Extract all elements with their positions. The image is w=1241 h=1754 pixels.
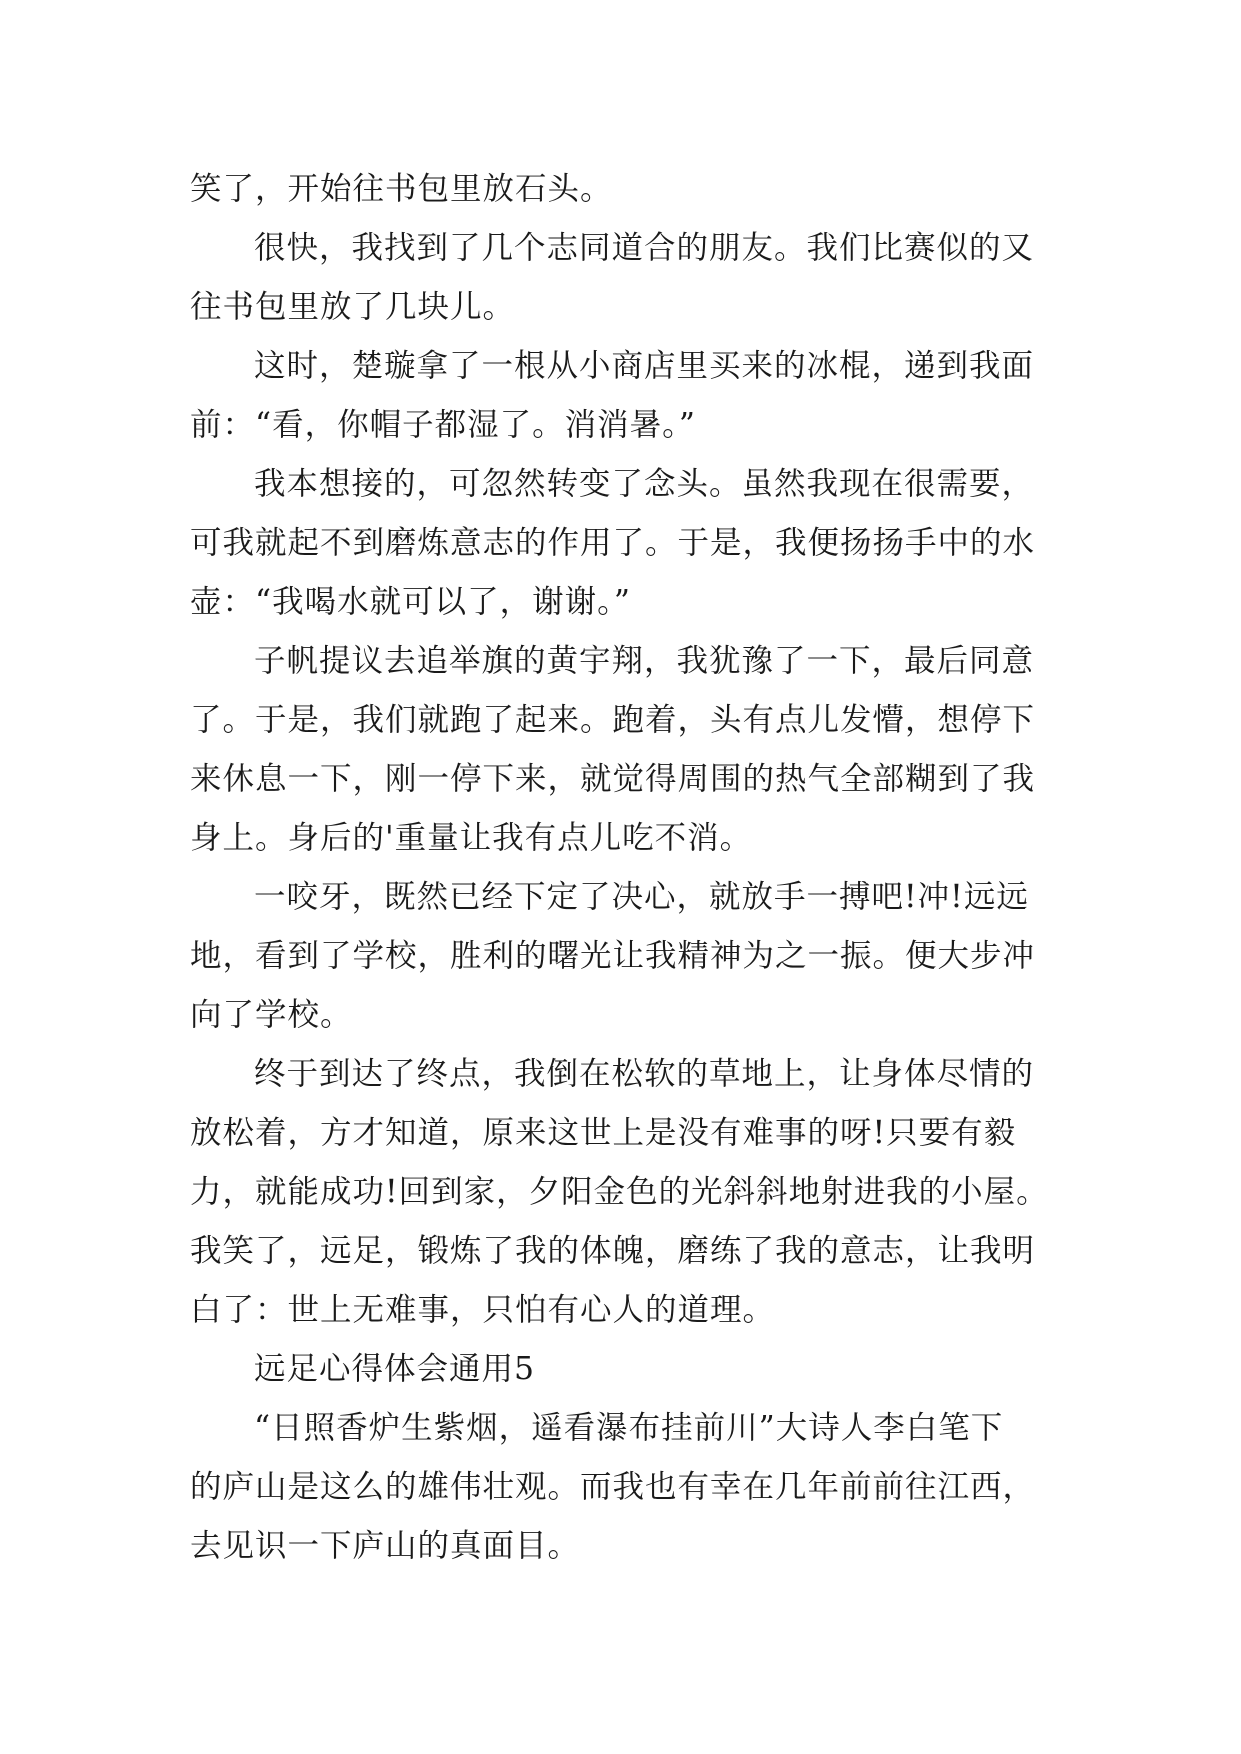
text-line: 壶：“我喝水就可以了，谢谢。”: [190, 584, 631, 620]
text-line: 往书包里放了几块儿。: [190, 289, 516, 325]
text-line: 放松着，方才知道，原来这世上是没有难事的呀!只要有毅: [190, 1115, 1017, 1151]
body-text: [190, 160, 1070, 1576]
text-line: 来休息一下，刚一停下来，就觉得周围的热气全部糊到了我: [190, 761, 1036, 797]
text-line: 我本想接的，可忽然转变了念头。虽然我现在很需要，: [254, 466, 1035, 502]
text-line: 白了：世上无难事，只怕有心人的道理。: [190, 1292, 776, 1328]
text-line: 身上。身后的'重量让我有点儿吃不消。: [190, 820, 753, 856]
text-line: 很快，我找到了几个志同道合的朋友。我们比赛似的又: [254, 230, 1035, 266]
text-line: 一咬牙，既然已经下定了决心，就放手一搏吧!冲!远远: [254, 879, 1029, 915]
text-line: “日照香炉生紫烟，遥看瀑布挂前川”大诗人李白笔下: [254, 1410, 1004, 1446]
text-line: 笑了，开始往书包里放石头。: [190, 171, 613, 207]
text-line: 去见识一下庐山的真面目。: [190, 1528, 581, 1564]
text-line: 了。于是，我们就跑了起来。跑着，头有点儿发懵，想停下: [190, 702, 1036, 738]
text-line: 可我就起不到磨炼意志的作用了。于是，我便扬扬手中的水: [190, 525, 1036, 561]
text-line: 向了学校。: [190, 997, 353, 1033]
text-line: 子帆提议去追举旗的黄宇翔，我犹豫了一下，最后同意: [254, 643, 1035, 679]
text-line: 的庐山是这么的雄伟壮观。而我也有幸在几年前前往江西，: [190, 1469, 1036, 1505]
text-line: 我笑了，远足，锻炼了我的体魄，磨练了我的意志，让我明: [190, 1233, 1036, 1269]
text-line: 地，看到了学校，胜利的曙光让我精神为之一振。便大步冲: [190, 938, 1036, 974]
text-line: 这时，楚璇拿了一根从小商店里买来的冰棍，递到我面: [254, 348, 1035, 384]
text-line: 终于到达了终点，我倒在松软的草地上，让身体尽情的: [254, 1056, 1035, 1092]
text-line: 力，就能成功!回到家，夕阳金色的光斜斜地射进我的小屋。: [190, 1174, 1049, 1210]
text-line: 远足心得体会通用5: [254, 1351, 536, 1387]
text-line: 前：“看，你帽子都湿了。消消暑。”: [190, 407, 696, 443]
